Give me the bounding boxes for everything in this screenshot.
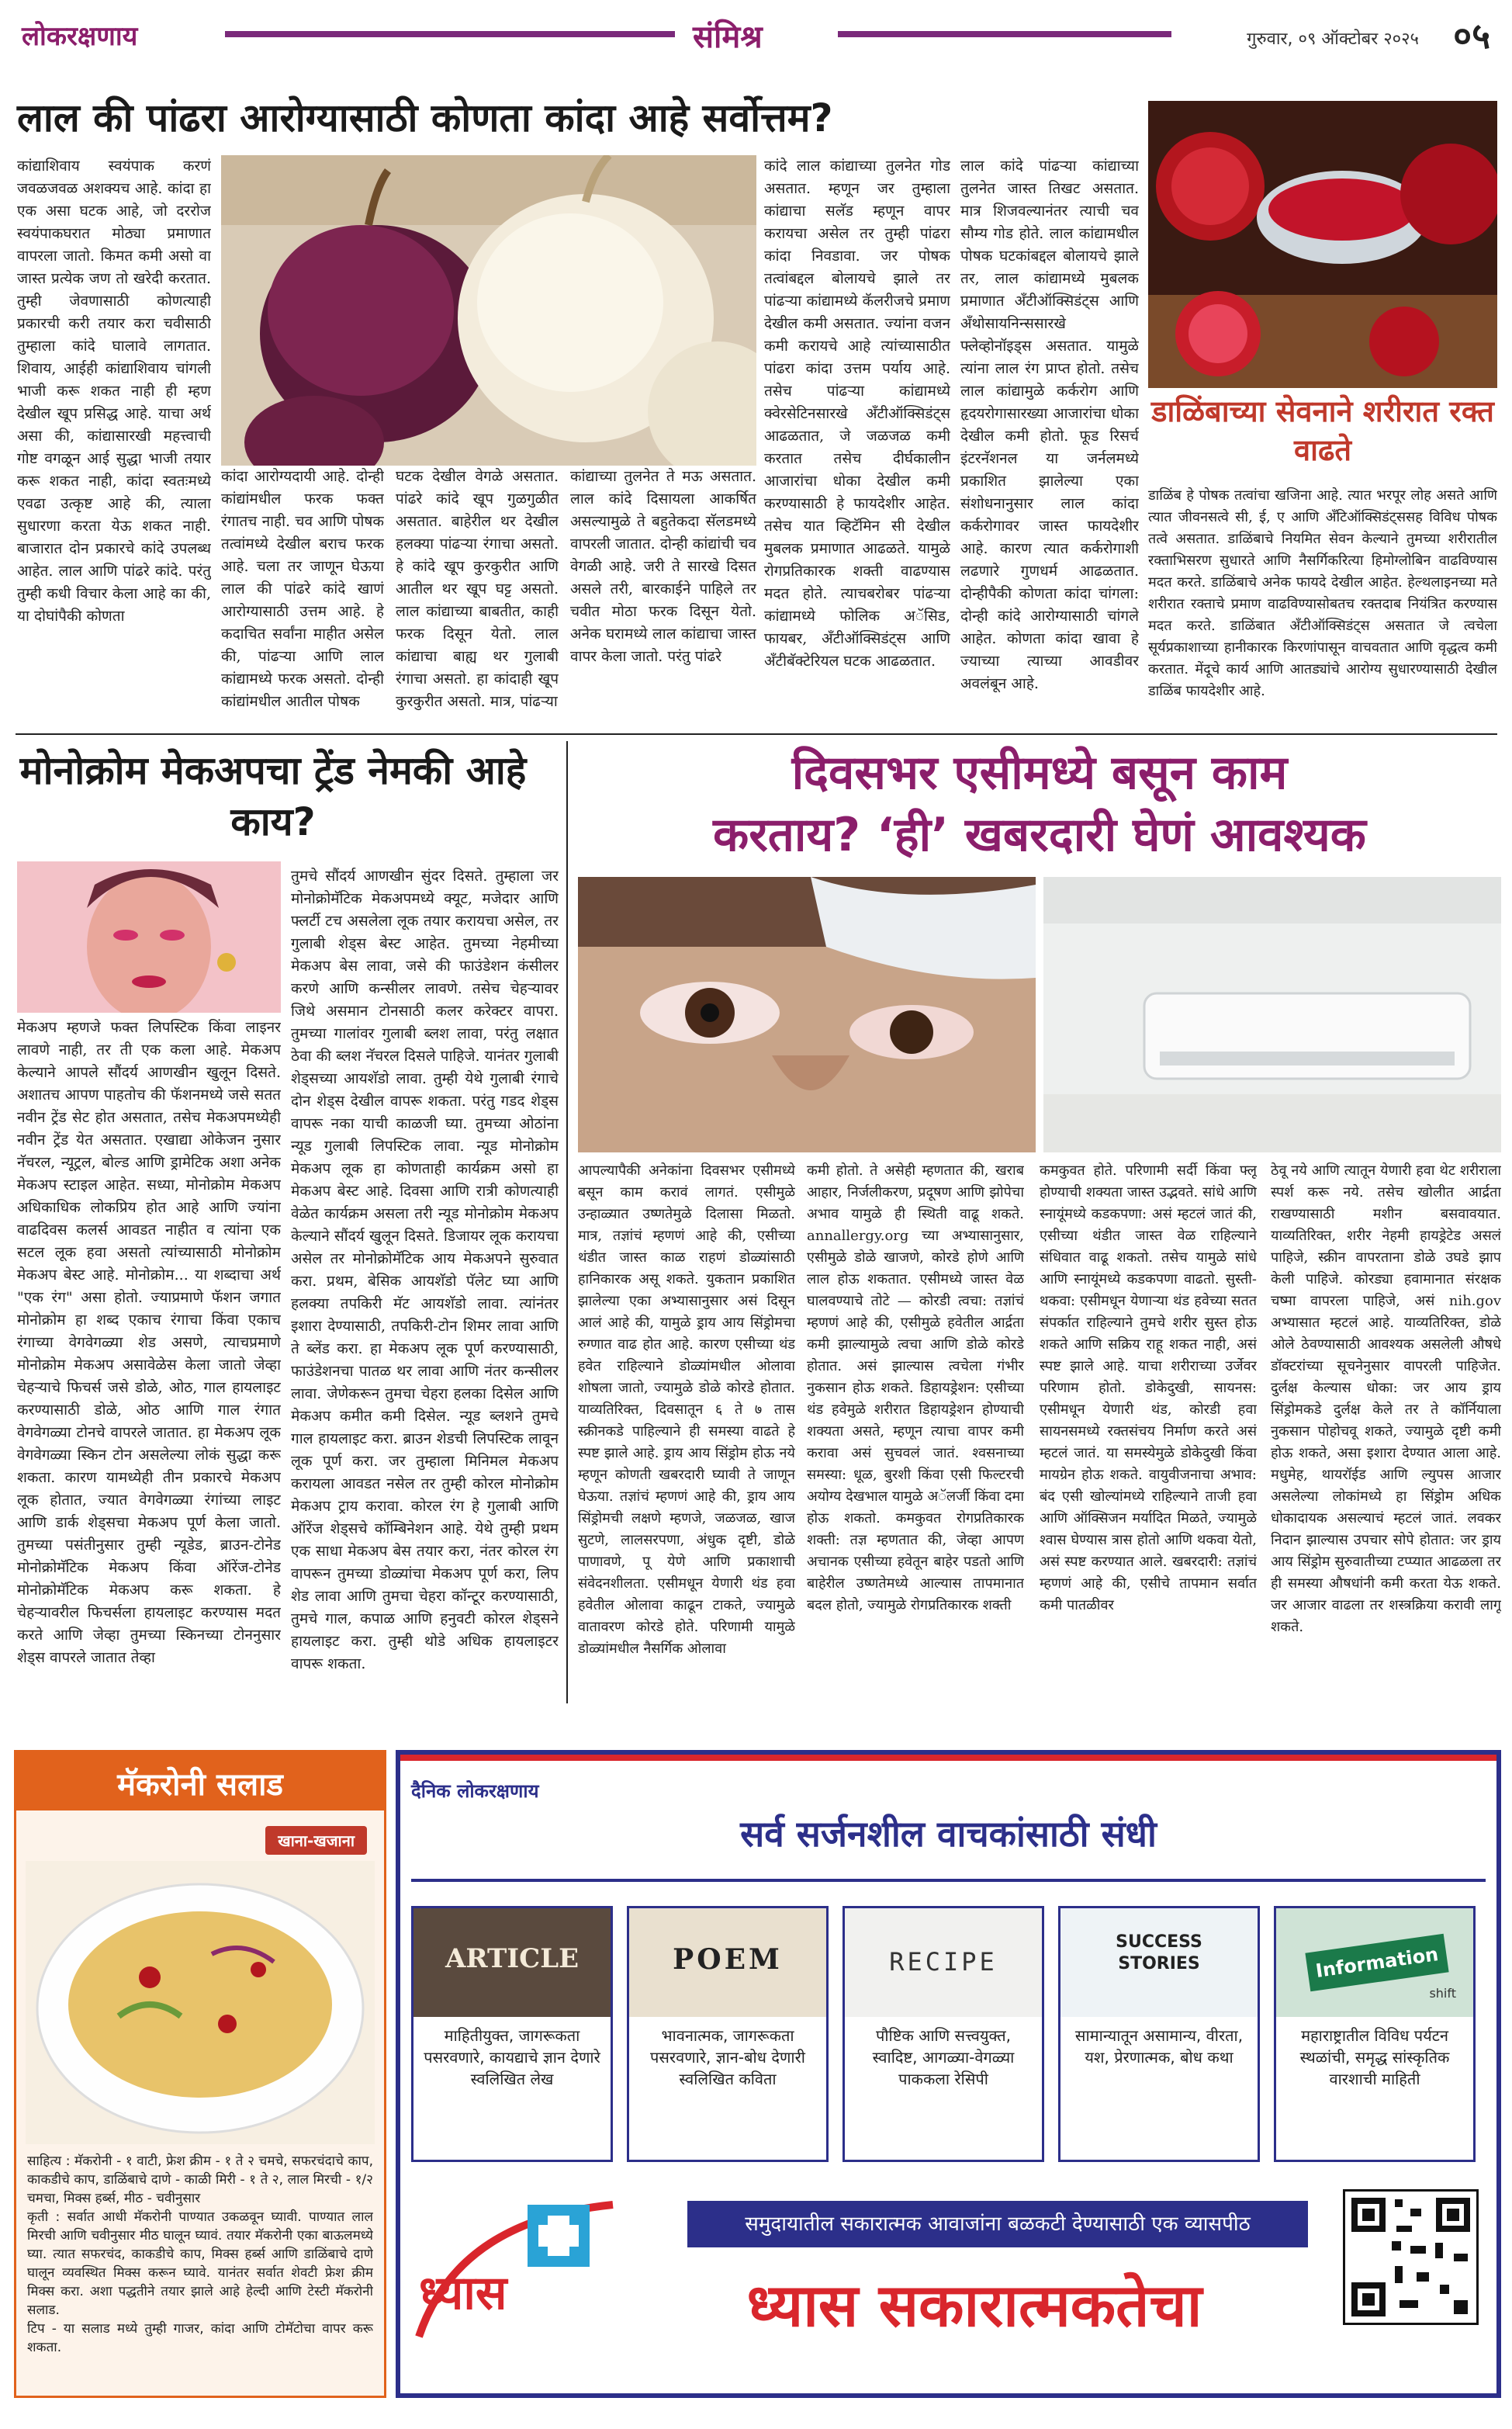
recipe-box [14, 1750, 386, 2398]
pomegranate-photo [1148, 101, 1497, 388]
issue-date: गुरुवार, ०९ ऑक्टोबर २०२५ [1247, 29, 1419, 49]
success-caption: सामान्यातून असामान्य, वीरता, यश, प्रेरणात्मक, बोध कथा [1074, 2026, 1244, 2067]
paper-title: लोकरक्षणाय [22, 21, 138, 52]
dhyas-logo [411, 2189, 621, 2360]
vertical-divider [566, 741, 568, 1703]
onion-photo [221, 155, 756, 466]
header-bar-right [838, 31, 1171, 37]
onion-col2: कांदा आरोग्यदायी आहे. दोन्ही कांद्यांमधील फरक फक्त रंगातच नाही. चव आणि पोषक तत्वांमध्ये देखील बराच फरक आहे. चला तर जाणून घेऊया लाल की पांढरे कांदे खाणं आरोग्यासाठी उत्तम आहे. हे कदाचित सर्वांना माहीत असेल की, पांढऱ्या आणि लाल कांद्यामध्ये फरक असतो. दोन्ही कांद्यांमधील आतील पोषक [221, 468, 384, 710]
makeup-photo [17, 861, 281, 1013]
ac-col1: आपल्यापैकी अनेकांना दिवसभर एसीमध्ये बसून काम करावं लागतं. एसीमुळे उन्हाळ्यात उष्णतेमुळे दिलासा मिळतो. मात्र, तज्ञांचं म्हणणं आहे की, एसीच्या थंडीत जास्त काळ राहणं डोळ्यांसाठी हानिकारक असू शकते. युकतान प्रकाशित झालेल्या एका अभ्यासानुसार असं दिसून आलं आहे की, यामुळे ड्राय आय सिंड्रोमचा रुग्णात वाढ होत आहे. कारण एसीच्या थंड हवेत राहिल्याने डोळ्यांमधील ओलावा शोषला जातो, ज्यामुळे डोळे कोरडे होतात. याव्यतिरिक्त, दिवसातून ६ ते ७ तास स्क्रीनकडे पाहिल्याने ही समस्या वाढते हे स्पष्ट झाले आहे. ड्राय आय सिंड्रोम होऊ नये म्हणून कोणती खबरदारी घ्यावी ते जाणून घेऊया. तज्ञांचं म्हणणं आहे की, ड्राय आय सिंड्रोमची लक्षणे म्हणजे, जळजळ, खाज सुटणे, लालसरपणा, अंधुक दृष्टी, डोळे पाणावणे, पू येणे आणि प्रकाशाची संवेदनशीलता. एसीमधून येणारी थंड हवा हवेतील ओलावा काढून टाकते, ज्यामुळे वातावरण कोरडे होते. परिणामी यामुळे डोळ्यांमधील नैसर्गिक ओलावा [578, 1163, 795, 1657]
success-word: SUCCESS STORIES [1116, 1932, 1202, 1973]
divider [16, 733, 1497, 735]
makeup-col2: तुमचे सौंदर्य आणखीन सुंदर दिसते. तुम्हाला जर मोनोक्रोमॅटिक मेकअपमध्ये क्यूट, मजेदार आणि फ्लर्टी टच असलेला लूक तयार करायचा असेल, तर गुलाबी शेड्स बेस्ट आहेत. तुमच्या नेहमीच्या मेकअप बेस लावा, जसे की फाउंडेशन कंसीलर करणे आणि कन्सीलर लावणे. तसेच चेहऱ्यावर जिथे असमान टोनसाठी कलर करेक्टर वापरा. तुमच्या गालांवर गुलाबी ब्लश लावा, परंतु लक्षात ठेवा की ब्लश नॅचरल दिसले पाहिजे. यानंतर गुलाबी शेड्सच्या आयशॅडो लावा. तुम्ही येथे गुलाबी रंगाचे दोन शेड्स देखील वापरू शकता. परंतु गडद शेड्स वापरू नका याची काळजी घ्या. तुमच्या ओठांना न्यूड गुलाबी लिपस्टिक लावा. न्यूड मोनोक्रोम मेकअप लूक हा कोणताही कार्यक्रम असो हा मेकअप बेस्ट आहे. दिवसा आणि रात्री कोणत्याही वेळेत कार्यक्रम असला तरी न्यूड मोनोक्रोम मेकअप केल्याने सौंदर्य खुलून दिसते. डिजायर लूक करायचा असेल तर मोनोक्रोमॅटिक आय मेकअपने सुरुवात करा. प्रथम, बेसिक आयशॅडो पॅलेट घ्या आणि हलक्या तपकिरी मॅट आयशॅडो लावा. त्यांनंतर इशारा देण्यासाठी, तपकिरी-टोन शिमर लावा आणि ते ब्लेंड करा. हा मेकअप लूक पूर्ण करण्यासाठी, फाउंडेशनचा पातळ थर लावा आणि नंतर कन्सीलर लावा. जेणेकरून तुमचा चेहरा हलका दिसेल आणि मेकअप कमीत कमी दिसेल. न्यूड ब्लशने तुमचे गाल हायलाइट करा. ब्राउन शेडची लिपस्टिक लावून लूक पूर्ण करा. जर तुम्हाला मिनिमल मेकअप करायला आवडत नसेल तर तुम्ही कोरल मोनोक्रोम मेकअप ट्राय करावा. कोरल रंग हे गुलाबी आणि ऑरेंज शेड्सचे कॉम्बिनेशन आहे. येथे तुम्ही प्रथम एक साधा मेकअप बेस तयार करा, नंतर कोरल रंग वापरून तुमच्या डोळ्यांचा मेकअप पूर्ण करा, लिप शेड लावा आणि तुमचा चेहरा कॉन्टूर करण्यासाठी, तुमचे गाल, कपाळ आणि हनुवटी कोरल शेड्सने हायलाइट करा. तुम्ही थोडे अधिक हायलाइटर वापरू शकता. [291, 868, 559, 1672]
poem-word: POEM [673, 1943, 783, 1976]
pomegranate-body: डाळिंब हे पोषक तत्वांचा खजिना आहे. त्यात भरपूर लोह असते आणि त्यात जीवनसत्वे सी, ई, ए आणि अँटिऑक्सिडंट्ससह विविध पोषक तत्वे असतात. डाळिंबाचे नियमित सेवन केल्याने तुमच्या शरीरातील रक्ताभिसरण सुधारते आणि नैसर्गिकरित्या हिमोग्लोबिन वाढविण्यास मदत करते. डाळिंबाचे अनेक फायदे देखील आहेत. हेल्थलाइनच्या मते शरीरात रक्ताचे प्रमाण वाढविण्यासोबतच रक्तदाब नियंत्रित करण्यास मदत करते. डाळिंबात अँटीऑक्सिडंट्स असतात जे त्वचेला सूर्यप्रकाशाच्या हानीकारक किरणांपासून वाचवतात आणि वृद्धत्व कमी करतात. मेंदूचे कार्य आणि आतड्यांचे आरोग्य सुधारण्यासाठी देखील डाळिंब फायदेशीर आहे. [1148, 487, 1497, 699]
recipe-title: मॅकरोनी सलाड [117, 1767, 283, 1803]
recipe-caption: पौष्टिक आणि सत्त्वयुक्त, स्वादिष्ट, आगळ्या-वेगळ्या पाककला रेसिपी [872, 2026, 1015, 2088]
onion-headline: लाल की पांढरा आरोग्यासाठी कोणता कांदा आहे सर्वोत्तम? [17, 95, 833, 140]
qr-code[interactable] [1343, 2189, 1479, 2325]
article-word: ARTICLE [445, 1943, 580, 1974]
logo-text: ध्यास [419, 2266, 507, 2320]
ac-col4: ठेवू नये आणि त्यातून येणारी हवा थेट शरीराला स्पर्श करू नये. तसेच खोलीत आर्द्रता राखण्यासाठी मशीन बसवावयात. याव्यतिरिक्त, शरीर नेहमी हायड्रेटेड असलं पाहिजे, स्क्रीन वापरताना डोळे उघडे झाप केली पाहिजे. कोरड्या हवामानात संरक्षक चष्मा वापरला पाहिजे, असं nih.gov अभ्यासात म्हटलं आहे. याव्यतिरिक्त, डोळे ओले ठेवण्यासाठी आवश्यक असलेली औषधे डॉक्टरांच्या सूचनेनुसार वापरली पाहिजेत. दुर्लक्ष केल्यास धोका: जर आय ड्राय सिंड्रोमकडे दुर्लक्ष केले तर ते कॉर्नियाला नुकसान पोहोचवू शकते, ज्यामुळे दृष्टी कमी होऊ शकते, असा इशारा देण्यात आला आहे. मधुमेह, थायरॉईड आणि ल्युपस आजार असलेल्या लोकांमध्ये हा सिंड्रोम अधिक धोकादायक असल्याचं म्हटलं जातं. लवकर निदान झाल्यास उपचार सोपे होतात: जर ड्राय आय सिंड्रोम सुरुवातीच्या टप्प्यात आढळला तर ही समस्या औषधांनी कमी करता येऊ शकते. जर आजार वाढला तर शस्त्रक्रिया करावी लागू शकते. [1271, 1163, 1501, 1635]
onion-col3: घटक देखील वेगळे असतात. पांढरे कांदे खूप गुळगुळीत असतात. बाहेरील थर देखील हलक्या पांढऱ्या रंगाचा असतो. हे कांदे खूप कुरकुरीत आणि आतील थर खूप घट्ट असतो. लाल कांद्याच्या बाबतीत, काही फरक दिसून येतो. लाल कांद्याचा बाह्य थर गुलाबी रंगाचा असतो. हा कांदाही खूप कुरकुरीत असतो. मात्र, पांढऱ्या [396, 468, 559, 710]
ac-col2: कमी होतो. ते असेही म्हणतात की, खराब आहार, निर्जलीकरण, प्रदूषण आणि झोपेचा अभाव यामुळे ही स्थिती वाढू शकते. annallergy.org च्या अभ्यासानुसार, एसीमुळे डोळे खाजणे, कोरडे होणे आणि लाल होऊ शकतात. एसीमध्ये जास्त वेळ घालवण्याचे तोटे — कोरडी त्वचा: तज्ञांचं म्हणणं आहे की, एसीमुळे हवेतील आर्द्रता कमी झाल्यामुळे त्वचा आणि डोळे कोरडे होतात. असं झाल्यास त्वचेला गंभीर नुकसान होऊ शकते. डिहायड्रेशन: एसीच्या थंड हवेमुळे शरीरात डिहायड्रेशन होण्याची शक्यता असते, म्हणून त्याचा वापर कमी करावा असं सुचवलं जातं. श्वसनाच्या समस्या: धूळ, बुरशी किंवा एसी फिल्टरची अयोग्य देखभाल यामुळे अॅलर्जी किंवा दमा होऊ शकतो. कमकुवत रोगप्रतिकारक शक्ती: तज्ञ म्हणतात की, जेव्हा आपण अचानक एसीच्या हवेतून बाहेर पडतो आणि बाहेरील उष्णतेमध्ये आल्यास तापमानात बदल होतो, ज्यामुळे रोगप्रतिकारक शक्ती [807, 1163, 1024, 1613]
ad-card-recipe [842, 1906, 1044, 2162]
ac-col3: कमकुवत होते. परिणामी सर्दी किंवा फ्लू होण्याची शक्यता जास्त उद्भवते. सांधे आणि स्नायूंमध्ये कडकपणा: असं म्हटलं जातं की, एसीच्या थंडीत जास्त वेळ राहिल्याने संधिवात वाढू शकतो. तसेच यामुळे सांधे आणि स्नायूंमध्ये कडकपणा वाढतो. सुस्ती-थकवा: एसीमधून येणाऱ्या थंड हवेच्या सतत संपर्कात राहिल्याने तुमचे शरीर सुस्त होऊ शकते आणि सक्रिय राहू शकत नाही, असं स्पष्ट झाले आहे. याचा शरीराच्या उर्जेवर परिणाम होतो. डोकेदुखी, सायनस: एसीमधून येणारी थंड, कोरडी हवा सायनसमध्ये रक्तसंचय निर्माण करते असं म्हटलं जातं. या समस्येमुळे डोकेदुखी किंवा मायग्रेन होऊ शकते. वायुवीजनाचा अभाव: बंद एसी खोल्यांमध्ये राहिल्याने ताजी हवा आणि ऑक्सिजन मर्यादित मिळते, ज्यामुळे श्वास घेण्यास त्रास होतो आणि थकवा येतो, असं स्पष्ट करण्यात आले. खबरदारी: तज्ञांचं म्हणणं आहे की, एसीचे तापमान सर्वात कमी पातळीवर [1040, 1163, 1257, 1613]
recipe-ingredients: साहित्य : मॅकरोनी - १ वाटी, फ्रेश क्रीम - १ ते २ चमचे, सफरचंदाचे काप, काकडीचे काप, डाळिंबाचे दाणे - काळी मिरी - १ ते २, लाल मिरची - १/२ चमचा, मिक्स हर्ब्स, मीठ - चवीनुसार [27, 2154, 373, 2206]
ad-card-information [1274, 1906, 1476, 2162]
article-caption: माहितीयुक्त, जागरूकता पसरवणारे, कायद्याचे ज्ञान देणारे स्वलिखित लेख [424, 2026, 600, 2088]
ad-brand: दैनिक लोकरक्षणाय [411, 1780, 539, 1802]
ac-unit-photo [1043, 877, 1501, 1152]
section-title: संमिश्र [693, 19, 763, 55]
onion-col6: लाल कांदे पांढऱ्या कांद्याच्या तुलनेत जास्त तिखट असतात. मात्र शिजवल्यानंतर त्याची चव सौम्य गोड होते. लाल कांद्यामधील पोषक घटकांबद्दल बोलायचे झाले तर, लाल कांद्यामध्ये मुबलक प्रमाणात अँटीऑक्सिडंट्स आणि अँथोसायनिन्ससारखे फ्लेव्होनॉइड्स असतात. यामुळे त्यांना लाल रंग प्राप्त होतो. तसेच लाल कांद्यामुळे कर्करोग आणि हृदयरोगासारख्या आजारांचा धोका देखील कमी होतो. फूड रिसर्च इंटरनॅशनल या जर्नलमध्ये प्रकाशित झालेल्या एका संशोधनानुसार लाल कांदा कर्करोगावर जास्त फायदेशीर आहे. कारण त्यात कर्करोगाशी लढणारे गुणधर्म आढळतात. दोन्हीपैकी कोणता कांदा चांगला: दोन्ही कांदे आरोग्यासाठी चांगले आहेत. कोणता कांदा खावा हे ज्याच्या त्याच्या आवडीवर अवलंबून आहे. [960, 158, 1139, 692]
ad-card-poem [627, 1906, 829, 2162]
makeup-col1: मेकअप म्हणजे फक्त लिपस्टिक किंवा लाइनर लावणे नाही, तर ती एक कला आहे. मेकअप केल्याने आपले सौंदर्य आणखीन खुलून दिसते. अशातच आपण पाहतोच की फॅशनमध्ये जसे सतत नवीन ट्रेंड सेट होत असतात, तसेच मेकअपमध्येही नवीन ट्रेंड येत असतात. एखाद्या ओकेजन नुसार नॅचरल, न्यूट्रल, बोल्ड आणि ड्रामेटिक अशा अनेक मेकअप स्टाइल आहेत. सध्या, मोनोक्रोम मेकअप अधिकाधिक लोकप्रिय होत आहे आणि ज्यांना वाढदिवस कलर्स आवडत नाहीत व त्यांना एक सटल लूक हवा असतो त्यांच्यासाठी मोनोक्रोम मेकअप बेस्ट आहे. मोनोक्रोम... या शब्दाचा अर्थ "एक रंग" असा होतो. ज्याप्रमाणे फॅशन जगात मोनोक्रोम हा शब्द एकाच रंगाचा किंवा एकाच रंगाच्या वेगवेगळ्या शेड असणे, त्याचप्रमाणे मोनोक्रोम मेकअप असावेळेस केला जातो जेव्हा चेहऱ्याचे फिचर्स जसे डोळे, ओठ, गाल हायलाइट करण्यासाठी डोळे, ओठ आणि गाल रंगात वेगवेगळ्या टोनचे वापरले जातात. हा मेकअप लूक वेगवेगळ्या स्किन टोन असलेल्या लोकं सुद्धा करू शकता. कारण यामध्येही तीन प्रकारचे मेकअप लूक होतात, ज्यात वेगवेगळ्या रंगांच्या लाइट आणि डार्क शेड्सचा मेकअप पूर्ण केला जातो. तुमच्या पसंतीनुसार तुम्ही न्यूडेड, ब्राउन-टोनेड मोनोक्रोमॅटिक मेकअप किंवा ऑरेंज-टोनेड मोनोक्रोमॅटिक मेकअप करू शकता. हे चेहऱ्यावरील फिचर्सला हायलाइट करण्यास मदत करते आणि जेव्हा तुमच्या स्किनच्या टोननुसार शेड्स वापरले जातात तेव्हा [17, 1019, 281, 1666]
ad-big-text: ध्यास सकारात्मकतेचा [746, 2271, 1202, 2340]
pasta-photo [26, 1861, 375, 2144]
onion-col4: कांद्याच्या तुलनेत ते मऊ असतात. लाल कांदे दिसायला आकर्षित असल्यामुळे ते बहुतेकदा सॅलडमध्ये वापरली जातात. दोन्ही कांद्यांची चव वेगळी आहे. जरी ते सारखे दिसत असले तरी, बारकाईने पाहिले तर चवीत मोठा फरक दिसून येतो. अनेक घरामध्ये लाल कांद्याचा जास्त वापर केला जातो. परंतु पांढरे [570, 468, 756, 665]
information-word: Information [1305, 1934, 1448, 1992]
recipe-method: कृती : सर्वात आधी मॅकरोनी पाण्यात उकळवून घ्यावी. पाण्यात लाल मिरची आणि चवीनुसार मीठ घालून घ्यावं. तयार मॅकरोनी एका बाऊलमध्ये घ्या. त्यात सफरचंद, काकडीचे काप, मिक्स हर्ब्स आणि डाळिंबाचे दाणे घालून व्यवस्थित मिक्स करून घ्यावे. यानंतर सर्वात शेवटी फ्रेश क्रीम मिक्स करा. अशा पद्धतीने तयार झाले आहे हेल्दी आणि टेस्टी मॅकरोनी सलाड. [27, 2209, 373, 2318]
eye-photo [578, 877, 1036, 1152]
shift-key-label: shift [1429, 1986, 1456, 2001]
page-number: ०५ [1453, 15, 1490, 57]
ad-card-success [1058, 1906, 1260, 2162]
ac-headline-line1: दिवसभर एसीमध्ये बसून काम [791, 746, 1288, 800]
ac-headline-line2: करताय? ‘ही’ खबरदारी घेणं आवश्यक [713, 808, 1366, 862]
ad-card-article [411, 1906, 613, 2162]
onion-col5: कांदे लाल कांद्याच्या तुलनेत गोड असतात. म्हणून जर तुम्हाला कांद्याचा सलॅड म्हणून वापर करायचा असेल तर तुम्ही पांढरा कांदा निवडावा. जर पोषक तत्वांबद्दल बोलायचे झाले तर पांढऱ्या कांद्यामध्ये कॅलरीजचे प्रमाण देखील कमी असतात. ज्यांना वजन कमी करायचे आहे त्यांच्यासाठीत पांढरा कांदा उत्तम पर्याय आहे. तसेच पांढऱ्या कांद्यामध्ये क्वेरसेटिनसारखे अँटीऑक्सिडंट्स आढळतात, जे जळजळ कमी करतात तसेच दीर्घकालीन आजारांचा धोका देखील कमी करण्यासाठी हे फायदेशीर आहेत. तसेच यात व्हिटॅमिन सी देखील मुबलक प्रमाणात आढळते. यामुळे रोगप्रतिकारक शक्ती वाढण्यास मदत होते. त्याचबरोबर पांढऱ्या कांद्यामध्ये फोलिक अॅसिड, फायबर, अँटीऑक्सिडंट्स आणि अँटीबॅक्टेरियल घटक आढळतात. [764, 158, 950, 670]
pomegranate-headline: डाळिंबाच्या सेवनाने शरीरात रक्त वाढते [1151, 394, 1494, 467]
recipe-word: RECIPE [889, 1947, 998, 1977]
onion-col1: कांद्याशिवाय स्वयंपाक करणं जवळजवळ अशक्यच आहे. कांदा हा एक असा घटक आहे, जो दररोज स्वयंपाकघरात मोठ्या प्रमाणात वापरला जातो. किमत कमी असो वा जास्त प्रत्येक जण तो खरेदी करतात. तुम्ही जेवणासाठी कोणत्याही प्रकारची करी तयार करा चवीसाठी तुम्हाला कांदे घालावे लागतात. शिवाय, आईही कांद्याशिवाय चांगली भाजी करू शकत नाही ही म्हण देखील खूप प्रसिद्ध आहे. याचा अर्थ असा की, कांद्यासारखी महत्त्वाची गोष्ट वगळून आई सुद्धा भाजी तयार करू शकत नाही, कांदा स्वतःमध्ये एवढा उत्कृष्ट आहे की, त्याला सुधारणा करता येऊ शकत नाही. बाजारात दोन प्रकारचे कांदे उपलब्ध आहेत. लाल आणि पांढरे कांदे. परंतु तुम्ही कधी विचार केला आहे का की, या दोघांपैकी कोणता [17, 158, 211, 625]
header-bar-left [225, 31, 675, 37]
ad-tagline: समुदायातील सकारात्मक आवाजांना बळकटी देण्यासाठी एक व्यासपीठ [687, 2201, 1308, 2247]
makeup-headline: मोनोक्रोम मेकअपचा ट्रेंड नेमकी आहे काय? [19, 748, 527, 844]
poem-caption: भावनात्मक, जागरूकता पसरवणारे, ज्ञान-बोध देणारी स्वलिखित कविता [650, 2026, 805, 2088]
information-caption: महाराष्ट्रातील विविध पर्यटन स्थळांची, समृद्ध सांस्कृतिक वारशाची माहिती [1299, 2026, 1450, 2088]
ad-headline: सर्व सर्जनशील वाचकांसाठी संधी [740, 1813, 1157, 1855]
recipe-tag: खाना-खजाना [265, 1826, 367, 1855]
readers-ad [396, 1750, 1501, 2398]
recipe-tip: टिप - या सलाड मध्ये तुम्ही गाजर, कांदा आणि टोमॅटोचा वापर करू शकता. [27, 2321, 373, 2355]
